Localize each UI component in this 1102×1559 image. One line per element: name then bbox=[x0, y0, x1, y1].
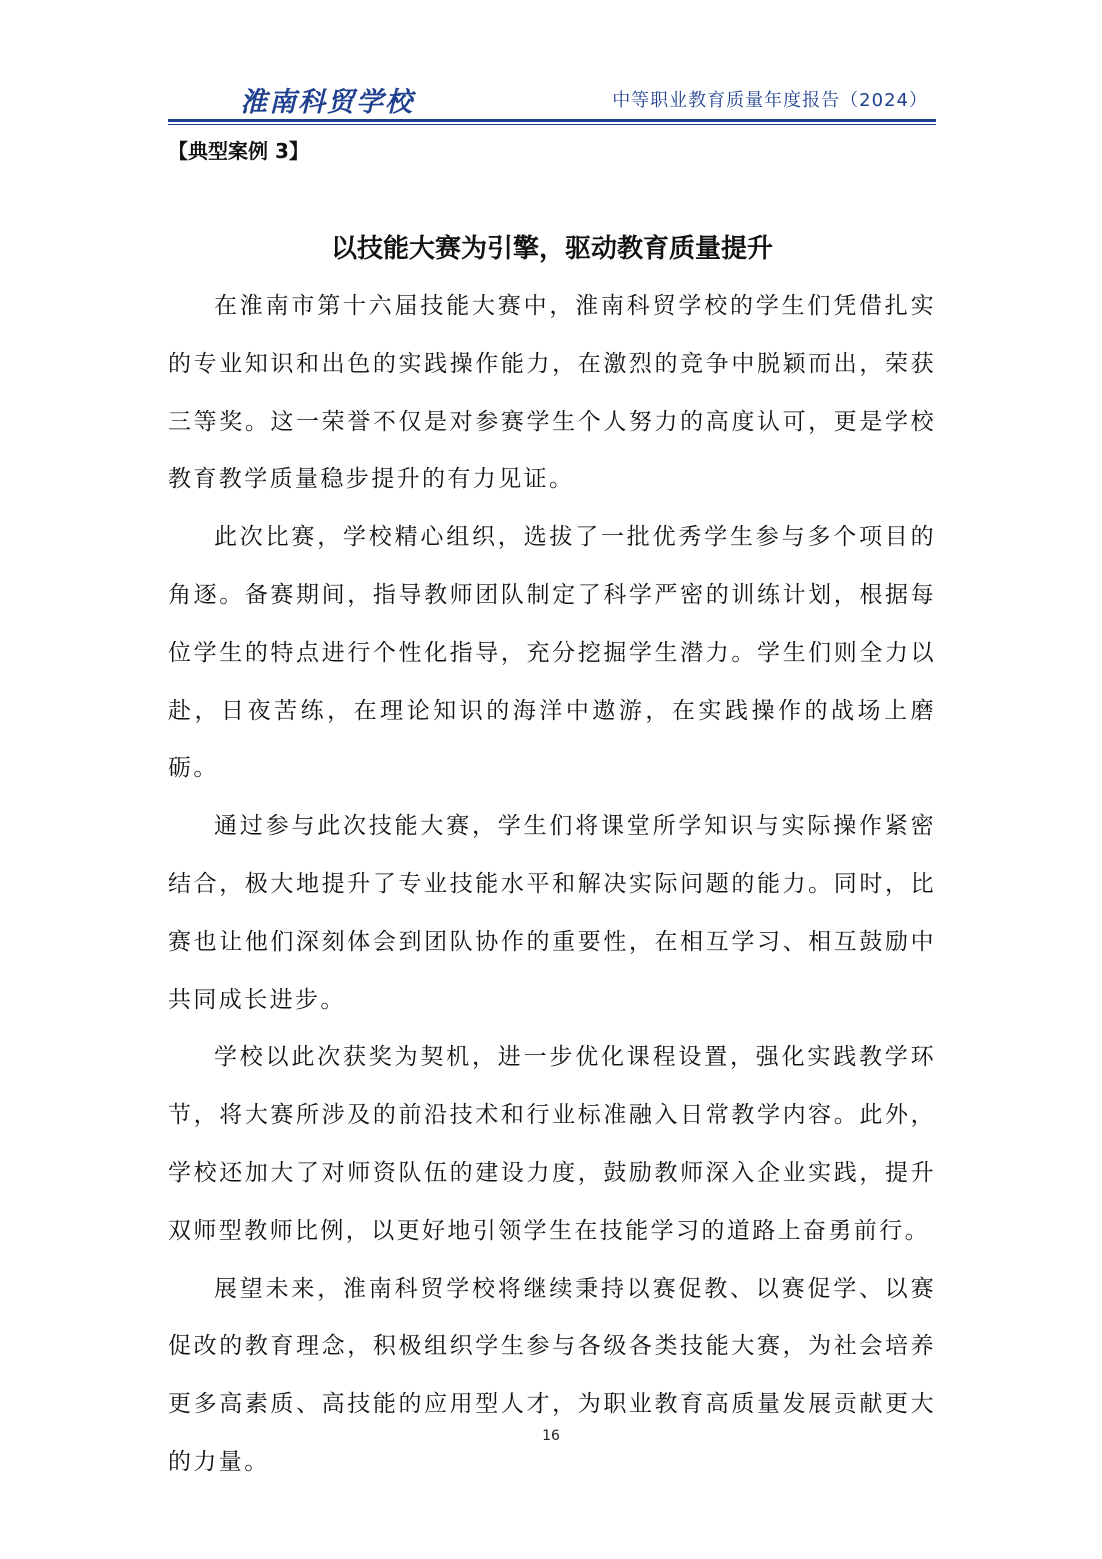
paragraph: 展望未来，淮南科贸学校将继续秉持以赛促教、以赛促学、以赛促改的教育理念，积极组织学生参与各级各类技能大赛，为社会培养更多高素质、高技能的应用型人才，为职业教育高质量发展贡献更大的力量。 bbox=[168, 1275, 936, 1475]
page-number: 16 bbox=[542, 1428, 560, 1444]
paragraph: 学校以此次获奖为契机，进一步优化课程设置，强化实践教学环节，将大赛所涉及的前沿技术和行业标准融入日常教学内容。此外，学校还加大了对师资队伍的建设力度，鼓励教师深入企业实践，提升双师型教师比例，以更好地引领学生在技能学习的道路上奋勇前行。 bbox=[168, 1044, 936, 1244]
header-rule-thin bbox=[168, 124, 936, 125]
case-label: 【典型案例 3】 bbox=[168, 139, 309, 163]
header-rule-thick bbox=[168, 119, 936, 122]
paragraph: 在淮南市第十六届技能大赛中，淮南科贸学校的学生们凭借扎实的专业知识和出色的实践操作能力，在激烈的竞争中脱颖而出，荣获三等奖。这一荣誉不仅是对参赛学生个人努力的高度认可，更是学校教育教学质量稳步提升的有力见证。 bbox=[168, 293, 936, 493]
article-title: 以技能大赛为引擎，驱动教育质量提升 bbox=[330, 234, 773, 264]
report-title: 中等职业教育质量年度报告（2024） bbox=[612, 90, 928, 111]
paragraph: 通过参与此次技能大赛，学生们将课堂所学知识与实际操作紧密结合，极大地提升了专业技能水平和解决实际问题的能力。同时，比赛也让他们深刻体会到团队协作的重要性，在相互学习、相互鼓励中共同成长进步。 bbox=[168, 813, 936, 1013]
article-body bbox=[168, 278, 936, 1492]
page-header bbox=[168, 78, 936, 118]
paragraph: 此次比赛，学校精心组织，选拔了一批优秀学生参与多个项目的角逐。备赛期间，指导教师团队制定了科学严密的训练计划，根据每位学生的特点进行个性化指导，充分挖掘学生潜力。学生们则全力以赴，日夜苦练，在理论知识的海洋中遨游，在实践操作的战场上磨砺。 bbox=[168, 524, 936, 782]
school-name-logo: 淮南科贸学校 bbox=[240, 87, 414, 118]
